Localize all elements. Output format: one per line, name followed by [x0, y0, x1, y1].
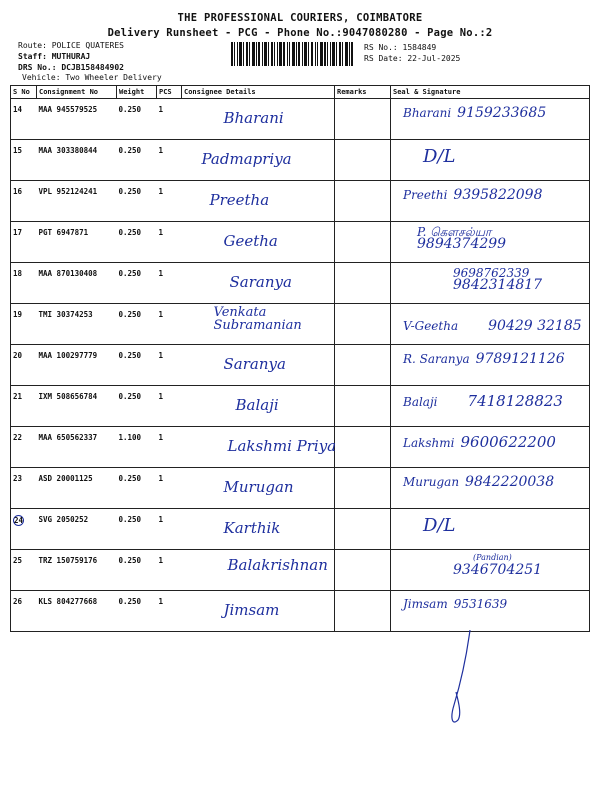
row-consignment-no: MAA 870130408	[38, 269, 98, 278]
row-consignment-no: ASD 20001125	[38, 474, 93, 483]
row-signature-phone: 9395822098	[453, 187, 543, 203]
row-pcs: 1	[158, 392, 164, 401]
row-sno: 26	[13, 597, 23, 606]
table-row	[11, 140, 590, 181]
row-signature	[393, 550, 587, 576]
row-consignee: Balaji	[235, 396, 279, 414]
row-sno: 20	[13, 351, 23, 360]
table-row	[11, 509, 590, 550]
row-consignment-no: SVG 2050252	[38, 515, 89, 524]
row-signature-name: 9698762339	[453, 266, 530, 280]
row-consignment-no: KLS 804277668	[38, 597, 98, 606]
row-sno: 17	[13, 228, 23, 237]
row-signature-name: Lakshmi	[403, 436, 455, 450]
row-consignee: Padmapriya	[201, 150, 292, 168]
row-consignee: Balakrishnan	[227, 556, 328, 574]
table-row	[11, 591, 590, 632]
circled-row-number: 24	[14, 516, 24, 525]
col-seal-signature: Seal & Signature	[391, 86, 590, 99]
table-row	[11, 263, 590, 304]
row-sno: 22	[13, 433, 23, 442]
row-signature-name: Murugan	[403, 475, 460, 489]
row-signature-name: D/L	[423, 515, 456, 536]
row-sno: 14	[13, 105, 23, 114]
row-pcs: 1	[158, 187, 164, 196]
row-consignee: Jimsam	[223, 601, 280, 619]
row-consignee: Geetha	[223, 232, 278, 250]
table-row	[11, 181, 590, 222]
row-pcs: 1	[158, 105, 164, 114]
table-row	[11, 345, 590, 386]
table-row	[11, 468, 590, 509]
row-signature	[393, 509, 587, 536]
row-pcs: 1	[158, 310, 164, 319]
rs-date-label: RS Date: 22-Jul-2025	[364, 54, 461, 63]
row-pcs: 1	[158, 433, 164, 442]
row-consignment-no: MAA 303380844	[38, 146, 98, 155]
row-weight: 0.250	[118, 392, 142, 401]
row-sno: 25	[13, 556, 23, 565]
vehicle-label: Vehicle: Two Wheeler Delivery	[22, 73, 162, 82]
row-consignee: Lakshmi Priya	[227, 437, 337, 455]
row-consignment-no: IXM 508656784	[38, 392, 98, 401]
row-weight: 0.250	[118, 146, 142, 155]
row-signature-phone: 9346704251	[453, 562, 543, 578]
row-signature	[393, 99, 587, 121]
row-weight: 0.250	[118, 310, 142, 319]
drs-label: DRS No.: DCJB158484902	[18, 63, 124, 72]
row-pcs: 1	[158, 515, 164, 524]
rs-no-label: RS No.: 1584849	[364, 43, 437, 52]
col-consignee: Consignee Details	[182, 86, 335, 99]
row-weight: 0.250	[118, 105, 142, 114]
row-consignment-no: VPL 952124241	[38, 187, 98, 196]
row-signature	[393, 427, 587, 451]
row-consignee: Venkata Subramanian	[213, 305, 302, 333]
row-weight: 0.250	[118, 515, 142, 524]
route-label: Route: POLICE QUATERES	[18, 41, 124, 50]
row-signature	[393, 222, 587, 250]
row-consignee: Saranya	[223, 355, 286, 373]
row-signature-name: V-Geetha	[403, 319, 459, 333]
row-signature-phone: 90429 32185	[488, 318, 582, 334]
row-signature-name: D/L	[423, 146, 456, 167]
row-sno	[13, 509, 35, 526]
row-signature	[393, 304, 587, 334]
pen-stroke-mark	[440, 630, 480, 730]
row-pcs: 1	[158, 474, 164, 483]
row-signature-name: R. Saranya	[403, 352, 470, 366]
row-signature-phone: 9789121126	[475, 351, 565, 367]
row-weight: 0.250	[118, 269, 142, 278]
row-consignment-no: TRZ 150759176	[38, 556, 98, 565]
row-signature	[393, 140, 587, 167]
row-signature-name: Balaji	[403, 395, 438, 409]
table-row	[11, 427, 590, 468]
row-weight: 0.250	[118, 228, 142, 237]
col-weight: Weight	[117, 86, 157, 99]
row-consignment-no: MAA 650562337	[38, 433, 98, 442]
row-pcs: 1	[158, 146, 164, 155]
row-consignment-no: MAA 945579525	[38, 105, 98, 114]
row-signature	[393, 263, 587, 291]
row-pcs: 1	[158, 597, 164, 606]
row-consignee: Saranya	[229, 273, 292, 291]
row-pcs: 1	[158, 228, 164, 237]
table-row	[11, 99, 590, 140]
row-signature-phone: 9600622200	[460, 433, 556, 451]
row-signature-phone: 9842314817	[453, 277, 543, 293]
row-sno: 16	[13, 187, 23, 196]
row-consignee: Preetha	[209, 191, 270, 209]
runsheet-table	[10, 85, 590, 632]
row-weight: 0.250	[118, 597, 142, 606]
row-signature	[393, 181, 587, 203]
row-sno: 21	[13, 392, 23, 401]
company-title: THE PROFESSIONAL COURIERS, COIMBATORE	[177, 12, 423, 24]
col-sno: S No	[11, 86, 37, 99]
table-row	[11, 386, 590, 427]
row-sno: 18	[13, 269, 23, 278]
row-signature-phone: 9894374299	[417, 236, 507, 252]
table-row	[11, 550, 590, 591]
row-consignee: Murugan	[223, 478, 294, 496]
table-row	[11, 304, 590, 345]
row-weight: 0.250	[118, 556, 142, 565]
col-remarks: Remarks	[335, 86, 391, 99]
staff-label: Staff: MUTHURAJ	[18, 52, 91, 61]
row-sno: 15	[13, 146, 23, 155]
row-signature-name: Preethi	[403, 188, 448, 202]
row-signature	[393, 345, 587, 367]
row-consignee: Bharani	[223, 109, 284, 127]
row-signature-name: (Pandian)	[473, 553, 512, 562]
table-header-row	[11, 86, 590, 99]
row-signature-name: Bharani	[403, 106, 452, 120]
row-pcs: 1	[158, 269, 164, 278]
row-pcs: 1	[158, 556, 164, 565]
row-weight: 1.100	[118, 433, 142, 442]
row-weight: 0.250	[118, 474, 142, 483]
row-signature-phone: 9531639	[453, 597, 508, 611]
row-consignment-no: MAA 100297779	[38, 351, 98, 360]
row-signature-name: Jimsam	[403, 597, 448, 611]
row-consignment-no: TMI 30374253	[38, 310, 93, 319]
row-signature-phone: 9842220038	[465, 474, 555, 490]
row-consignment-no: PGT 6947871	[38, 228, 89, 237]
row-weight: 0.250	[118, 187, 142, 196]
row-signature	[393, 468, 587, 490]
row-weight: 0.250	[118, 351, 142, 360]
row-signature-phone: 7418128823	[467, 392, 563, 410]
row-consignee: Karthik	[223, 519, 281, 537]
row-signature-phone: 9159233685	[457, 105, 547, 121]
barcode-graphic	[231, 42, 353, 66]
row-signature-name: P. கௌசல்யா	[417, 225, 492, 239]
table-row	[11, 222, 590, 263]
runsheet-subtitle: Delivery Runsheet - PCG - Phone No.:9047080280 - Page No.:2	[107, 27, 493, 39]
row-signature	[393, 386, 587, 410]
row-sno: 23	[13, 474, 23, 483]
row-signature	[393, 591, 587, 612]
row-pcs: 1	[158, 351, 164, 360]
col-pcs: PCS	[157, 86, 182, 99]
col-consignment: Consignment No	[37, 86, 117, 99]
row-sno: 19	[13, 310, 23, 319]
